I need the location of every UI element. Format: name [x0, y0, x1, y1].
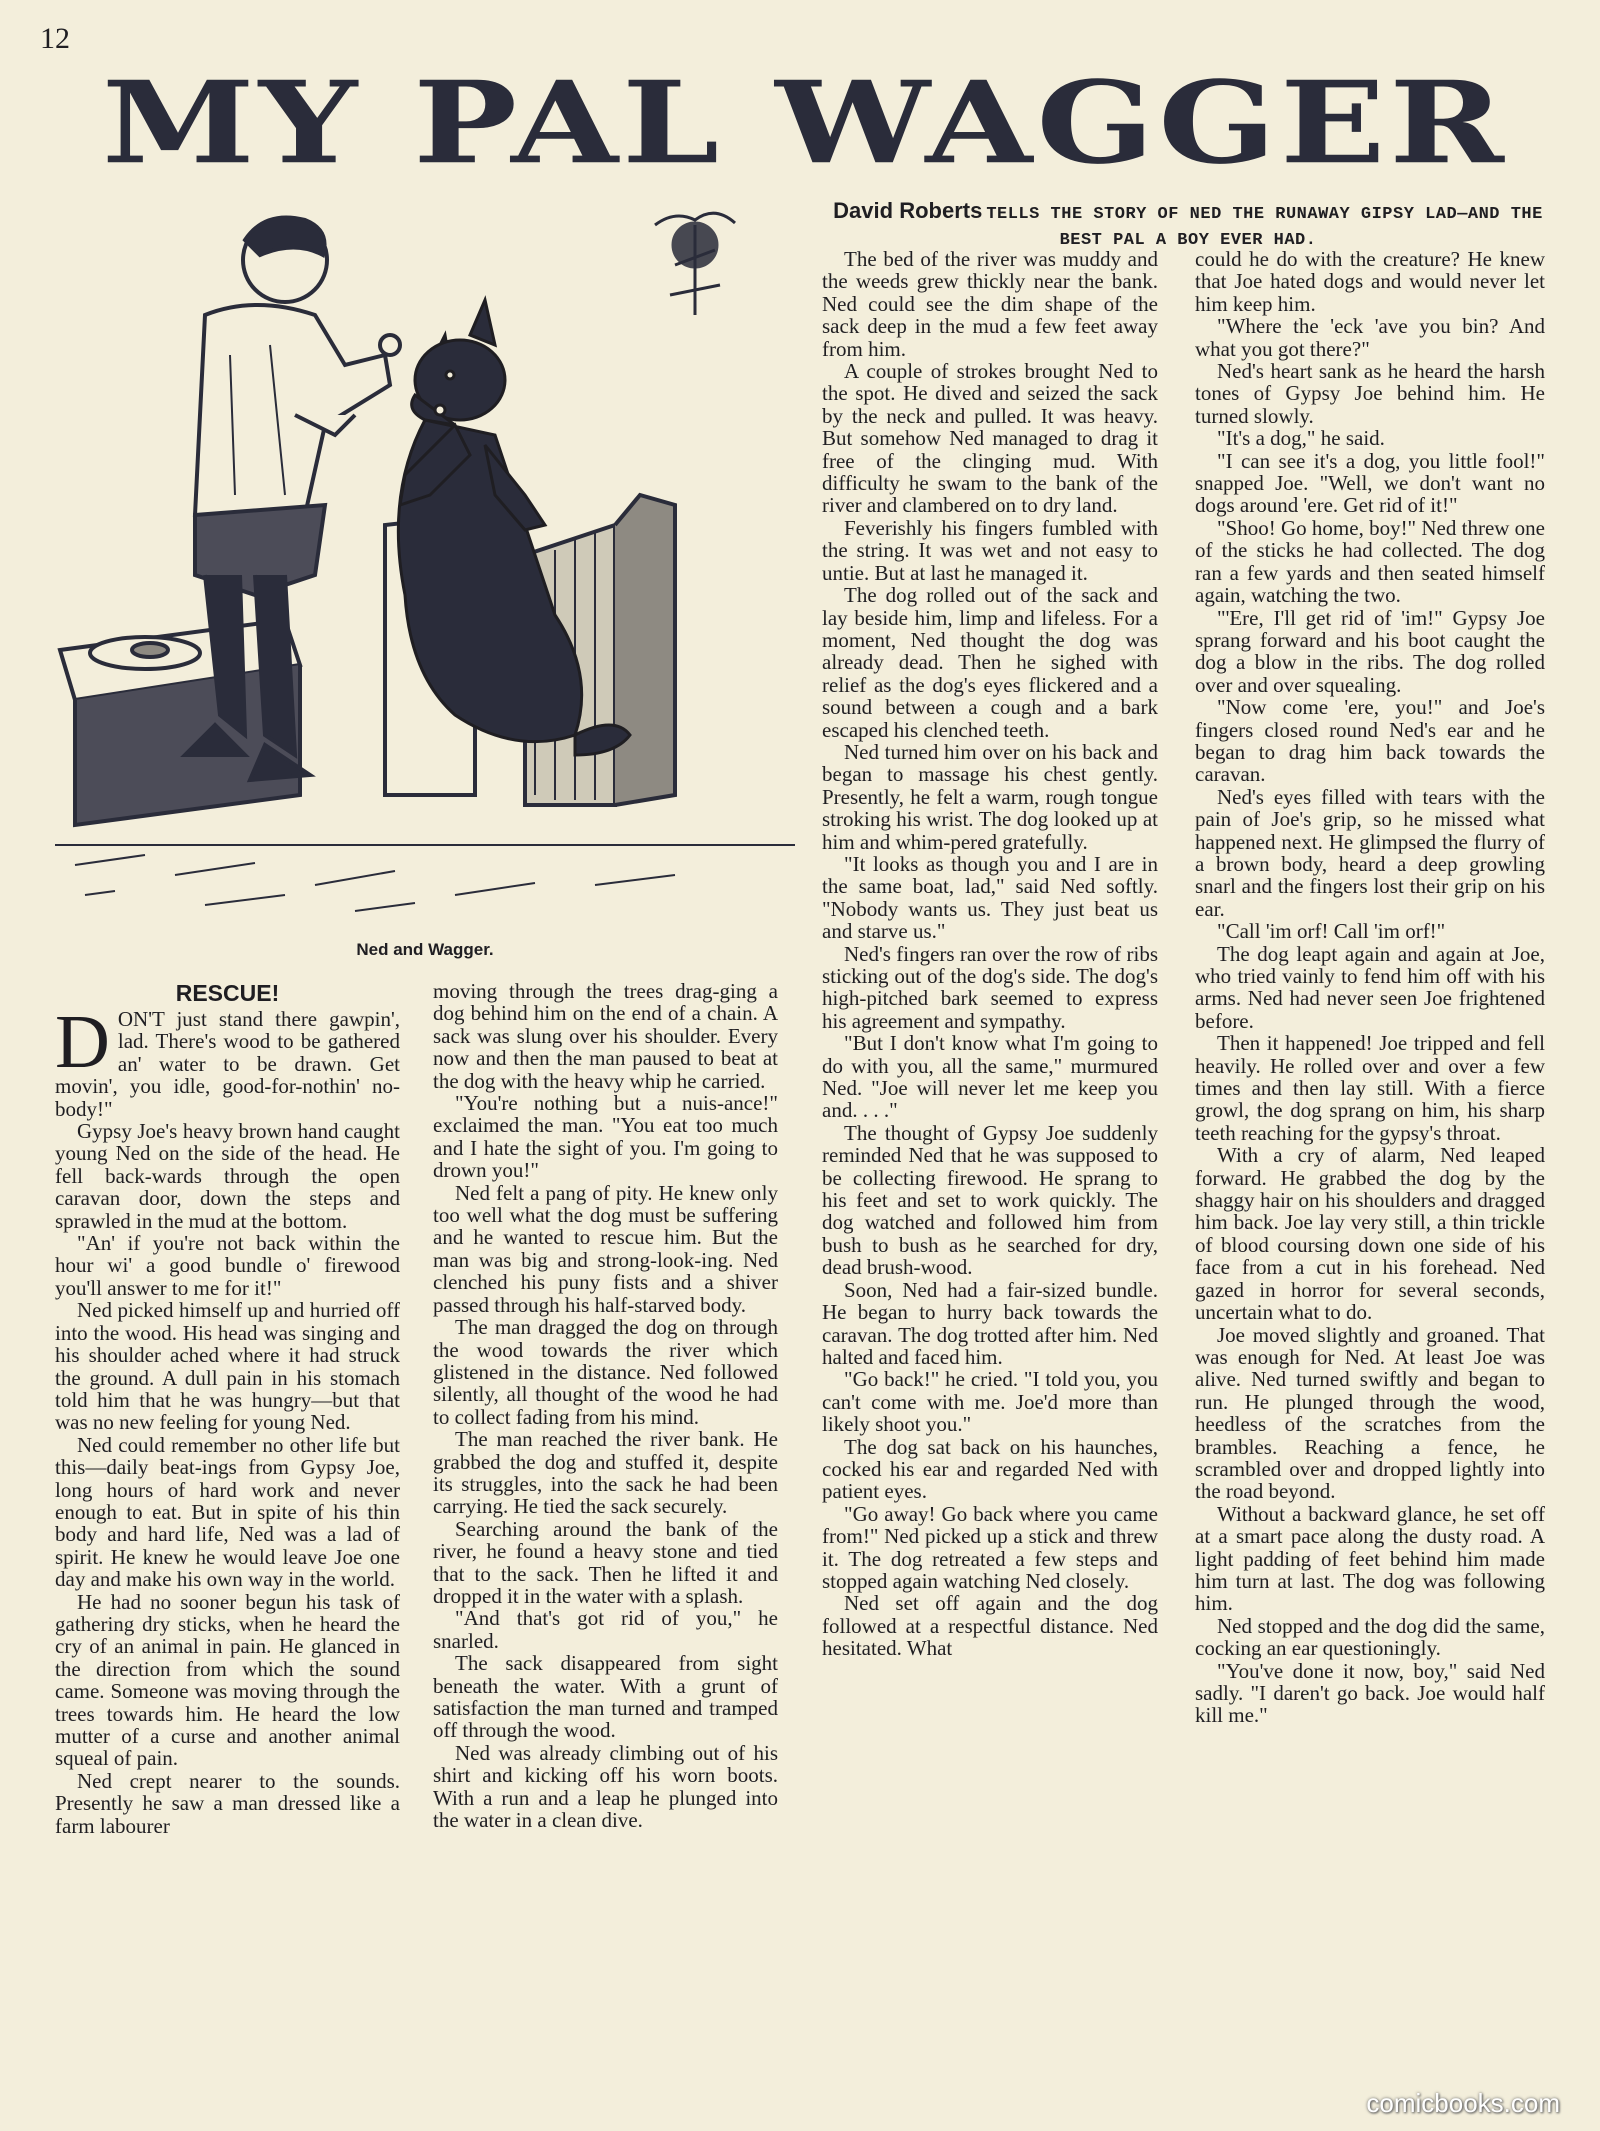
paragraph: Ned was already climbing out of his shirt and kicking off his worn boots. With a run and a leap he plunged into the water in a clean dive. — [433, 1740, 778, 1833]
paragraph: Ned felt a pang of pity. He knew only too well what the dog must be suffering and he wanted to rescue him. But the man was big and strong-look-ing. Ned clenched his puny fists and a shiver passed through his half-starved body. — [433, 1180, 778, 1317]
paragraph: Ned crept nearer to the sounds. Presently he saw a man dressed like a farm labourer — [55, 1768, 400, 1838]
paragraph: Then it happened! Joe tripped and fell heavily. He rolled over and over a few times and then lay still. With a fierce growl, the dog sprang on him, his sharp teeth reaching for the gypsy's throat. — [1195, 1031, 1545, 1145]
page-number: 12 — [40, 22, 70, 55]
paragraph: "Call 'im orf! Call 'im orf!" — [1217, 919, 1446, 944]
paragraph: Ned's eyes filled with tears with the pain of Joe's grip, so he missed what happened next. He glimpsed the flurry of a brown body, heard a deep growling snarl and the fingers lost their grip on his ear. — [1195, 784, 1545, 921]
byline-tagline: TELLS THE STORY OF NED THE RUNAWAY GIPSY LAD—AND THE BEST PAL A BOY EVER HAD. — [986, 205, 1543, 250]
paragraph: The sack disappeared from sight beneath the water. With a grunt of satisfaction the man turned and tramped off through the wood. — [433, 1651, 778, 1743]
paragraph: The bed of the river was muddy and the weeds grew thickly near the bank. Ned could see the dim shape of the sack deep in the mud a few feet away from him. — [822, 247, 1158, 361]
drop-cap: D — [55, 1000, 110, 1084]
paragraph: Ned's fingers ran over the row of ribs sticking out of the dog's side. The dog's high-pitched bark seemed to express his agreement and sympathy. — [822, 941, 1158, 1033]
paragraph: Searching around the bank of the river, he found a heavy stone and tied that to the sack. Then he lifted it and dropped it in the water with a splash. — [433, 1516, 778, 1608]
byline-author: David Roberts — [833, 198, 983, 223]
paragraph: Ned picked himself up and hurried off into the wood. His head was singing and his shoulder ached where it had struck the ground. A dull pain in his stomach told him that he was hungry—but that was no new feeling for young Ned. — [55, 1298, 400, 1435]
paragraph: Without a backward glance, he set off at a smart pace along the dusty road. A light padding of feet behind him made him turn at last. The dog was following him. — [1195, 1501, 1545, 1616]
paragraph: "It looks as though you and I are in the same boat, lad," said Ned softly. "Nobody wants us. They just beat us and starve us." — [822, 851, 1158, 944]
paragraph: With a cry of alarm, Ned leaped forward. He grabbed the dog by the shaggy hair on his shoulders and dragged him back. Joe lay very still, a thin trickle of blood coursing down one side of his face from a cut in his forehead. Ned gazed in horror for several seconds, uncertain what to do. — [1195, 1143, 1545, 1325]
paragraph: "'Ere, I'll get rid of 'im!" Gypsy Joe sprang forward and his boot caught the dog a blow in the ribs. The dog rolled over and over squealing. — [1195, 605, 1545, 697]
paragraph: Soon, Ned had a fair-sized bundle. He began to hurry back towards the caravan. The dog trotted after him. Ned halted and faced him. — [822, 1277, 1158, 1369]
paragraph: Joe moved slightly and groaned. That was enough for Ned. At least Joe was alive. Ned turned swiftly and began to run. He plunged through the wood, heedless of the scratches from the brambles. Reaching a fence, he scrambled over and dropped lightly into the road beyond. — [1195, 1322, 1545, 1504]
paragraph: "Now come 'ere, you!" and Joe's fingers closed round Ned's ear and he began to drag him back towards the caravan. — [1195, 695, 1545, 787]
section-heading: RESCUE! — [175, 980, 280, 1006]
paragraph: "I can see it's a dog, you little fool!" snapped Joe. "Well, we don't want no dogs around 'ere. Get rid of it!" — [1195, 448, 1545, 518]
paragraph: The dog rolled out of the sack and lay beside him, limp and lifeless. For a moment, Ned thought the dog was already dead. Then he sighed with relief as the dog's eyes flickered and a sound between a cough and a bark escaped his clenched teeth. — [822, 583, 1158, 742]
paragraph: "You're nothing but a nuis-ance!" exclaimed the man. "You eat too much and I hate the sight of you. I'm going to drown you!" — [433, 1091, 778, 1183]
paragraph: Ned set off again and the dog followed at a respectful distance. Ned hesitated. What — [822, 1591, 1158, 1661]
story-illustration — [55, 195, 795, 930]
column-3 — [822, 248, 1158, 1660]
story-title: MY PAL WAGGER — [102, 55, 1508, 190]
paragraph: moving through the trees drag-ging a dog behind him on the end of a chain. A sack was slung over his shoulder. Every now and then the man paused to beat at the dog with the heavy whip he carried. — [433, 979, 778, 1093]
paragraph: "You've done it now, boy," said Ned sadly. "I daren't go back. Joe would half kill me." — [1195, 1658, 1545, 1728]
paragraph: A couple of strokes brought Ned to the spot. He dived and seized the sack by the neck and pulled. It was heavy. But somehow Ned managed to drag it free of the clinging mud. With difficulty he swam to the bank of the river and clambered on to dry land. — [822, 359, 1158, 518]
column-4 — [1195, 248, 1545, 1727]
paragraph: "Go away! Go back where you came from!" Ned picked up a stick and threw it. The dog retreated a few steps and stopped again watching Ned closely. — [822, 1501, 1158, 1593]
paragraph: could he do with the creature? He knew that Joe hated dogs and would never let him keep him. — [1195, 247, 1545, 316]
paragraph: Ned's heart sank as he heard the harsh tones of Gypsy Joe behind him. He turned slowly. — [1195, 359, 1545, 428]
paragraph: Ned could remember no other life but this—daily beat-ings from Gypsy Joe, long hours of hard work and never enough to eat. But in spite of his thin body and hard life, Ned was a lad of spirit. He knew he would leave Joe one day and make his own way in the world. — [55, 1432, 400, 1592]
byline — [828, 198, 1548, 253]
paragraph: The man reached the river bank. He grabbed the dog and stuffed it, despite its struggles, into the sack he had been carrying. He tied the sack securely. — [433, 1427, 778, 1519]
paragraph: "But I don't know what I'm going to do with you, all the same," murmured Ned. "Joe will never let me keep you and. . . ." — [822, 1031, 1158, 1123]
opening-paragraph — [55, 1000, 400, 1121]
column-2 — [433, 980, 778, 1831]
paragraph: Feverishly his fingers fumbled with the string. It was wet and not easy to untie. But at last he managed it. — [822, 515, 1158, 585]
paragraph: "And that's got rid of you," he snarled. — [433, 1606, 778, 1653]
column-1 — [55, 980, 400, 1837]
paragraph: The thought of Gypsy Joe suddenly reminded Ned that he was supposed to be collecting firewood. He sprang to his feet and set to work quickly. The dog watched and followed him from bush to bush as he searched for dry, dead brush-wood. — [822, 1120, 1158, 1280]
paragraph: "Shoo! Go home, boy!" Ned threw one of the sticks he had collected. The dog ran a few yards and then seated himself again, watching the two. — [1195, 515, 1546, 608]
paragraph: The dog leapt again and again at Joe, who tried vainly to fend him off with his arms. Ned had never seen Joe frightened before. — [1195, 941, 1545, 1033]
paragraph: Gypsy Joe's heavy brown hand caught young Ned on the side of the head. He fell back-wards through the open caravan door, down the steps and sprawled in the mud at the bottom. — [55, 1119, 400, 1233]
paragraph: "Where the 'eck 'ave you bin? And what you got there?" — [1195, 314, 1545, 361]
paragraph: Ned stopped and the dog did the same, cocking an ear questioningly. — [1195, 1613, 1545, 1661]
paragraph: "Go back!" he cried. "I told you, you can't come with me. Joe'd more than likely shoot you." — [822, 1367, 1158, 1437]
paragraph: The dog sat back on his haunches, cocked his ear and regarded Ned with patient eyes. — [822, 1434, 1158, 1504]
illustration-caption: Ned and Wagger. — [356, 940, 494, 959]
paragraph: "It's a dog," he said. — [1217, 426, 1385, 451]
opening-text: ON'T just stand there gawpin', lad. There's wood to be gathered an' water to be drawn. Get movin', you idle, good-for-nothin' no-body!" — [55, 1007, 400, 1121]
paragraph: "An' if you're not back within the hour wi' a good bundle o' firewood you'll answer to me for it!" — [55, 1231, 400, 1300]
paragraph: Ned turned him over on his back and began to massage his chest gently. Presently, he felt a warm, rough tongue stroking his wrist. The dog looked up at him and whim-pered gratefully. — [822, 739, 1158, 854]
paragraph: He had no sooner begun his task of gathering dry sticks, when he heard the cry of an animal in pain. He glanced in the direction from which the sound came. Someone was moving through the trees towards him. He heard the low mutter of a curse and another animal squeal of pain. — [55, 1589, 400, 1771]
paragraph: The man dragged the dog on through the wood towards the river which glistened in the distance. Ned followed silently, all thought of the wood he had to collect fading from his mind. — [433, 1315, 778, 1429]
boy-feeding-dog-icon — [55, 195, 795, 930]
watermark: comicbooks.com — [1366, 2088, 1560, 2118]
